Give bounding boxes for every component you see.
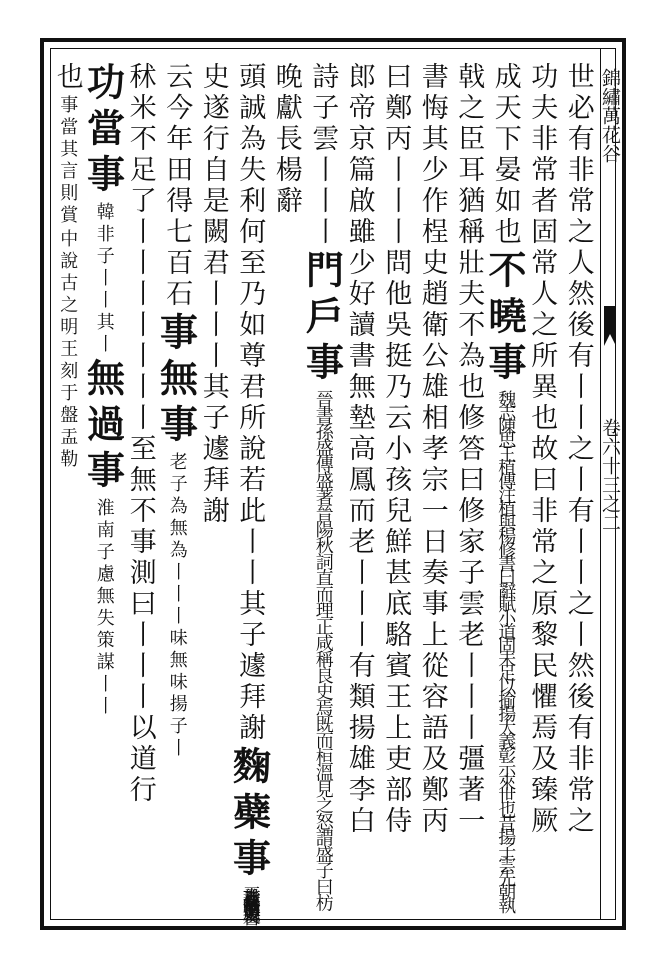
body-text: 曰鄭丙丨丨丨問他吳挺乃云小孩兒鮮甚底駱賓王上吏部侍 — [380, 62, 412, 837]
entry-heading: 功當事 — [80, 62, 126, 200]
body-text: 頭誠為失利何至乃如尊君所說若此丨丨其子遽拜謝 — [234, 62, 266, 744]
annotation-text: 老子為無為丨丨丨味無味揚子丨 — [166, 452, 188, 760]
body-text: 云今年田得七百石 — [161, 62, 193, 310]
entry-heading: 事無事 — [153, 312, 199, 450]
body-text: 詩子雲丨丨丨 — [307, 62, 339, 248]
margin-title: 錦繡萬花谷 — [599, 68, 621, 163]
body-text: 戟之臣耳猶稱壯夫不為也修答曰修家子雲老丨丨丨彊著一 — [453, 62, 485, 837]
entry-heading: 不曉事 — [482, 250, 527, 388]
margin-volume: 卷六十三之二 — [599, 418, 621, 532]
annotation-text: 事當其言則賞 — [57, 95, 79, 227]
body-text: 成天下晏如也 — [489, 62, 521, 248]
body-text: 也 — [51, 62, 83, 93]
body-text: 書悔其少作桯史趙衛公雄相孝宗一日奏事上從容語及鄭丙 — [416, 62, 448, 837]
annotation-text: 淮南子慮無失策謀丨丨 — [93, 498, 115, 718]
body-text: 晚獻長楊辭 — [270, 62, 302, 217]
entry-heading: 門戶事 — [299, 250, 345, 388]
body-text: 世必有非常之人然後有丨丨之丨有丨丨之丨然後有非常之 — [562, 62, 594, 837]
body-text: 秫米不足了丨丨丨丨丨丨丨至無不事測曰丨丨丨以道行 — [124, 62, 156, 806]
annotation-text: 晉書孫盛傳盛著晉陽秋詞直而理正咸稱良史焉既而桓溫見之怒謂盛子曰枋 — [312, 390, 334, 910]
annotation-text: 魏志陳思王植傳注植與楊修書曰辭賦小道固未足以揄揚大義彰示來世也昔揚子雲先朝執 — [495, 390, 517, 911]
body-text: 郎帝京篇啟雖少好讀書無墊高鳳而老丨丨丨有類揚雄李白 — [343, 62, 375, 837]
body-text: 史遂行自是闕君丨丨丨其子遽拜謝 — [197, 62, 229, 527]
annotation-text: 中說古之明王刻于盤盂勒 — [57, 229, 79, 471]
body-text: 功夫非常者固常人之所異也故曰非常之原黎民懼焉及臻厥 — [526, 62, 558, 837]
annotation-text: 晉書孔羣傳羣性嗜酒嘗與親友書 — [239, 886, 261, 911]
entry-heading: 無過事 — [80, 358, 126, 496]
entry-heading: 麴蘗事 — [226, 746, 272, 884]
annotation-text: 韓非子丨丨其丨 — [93, 202, 115, 356]
